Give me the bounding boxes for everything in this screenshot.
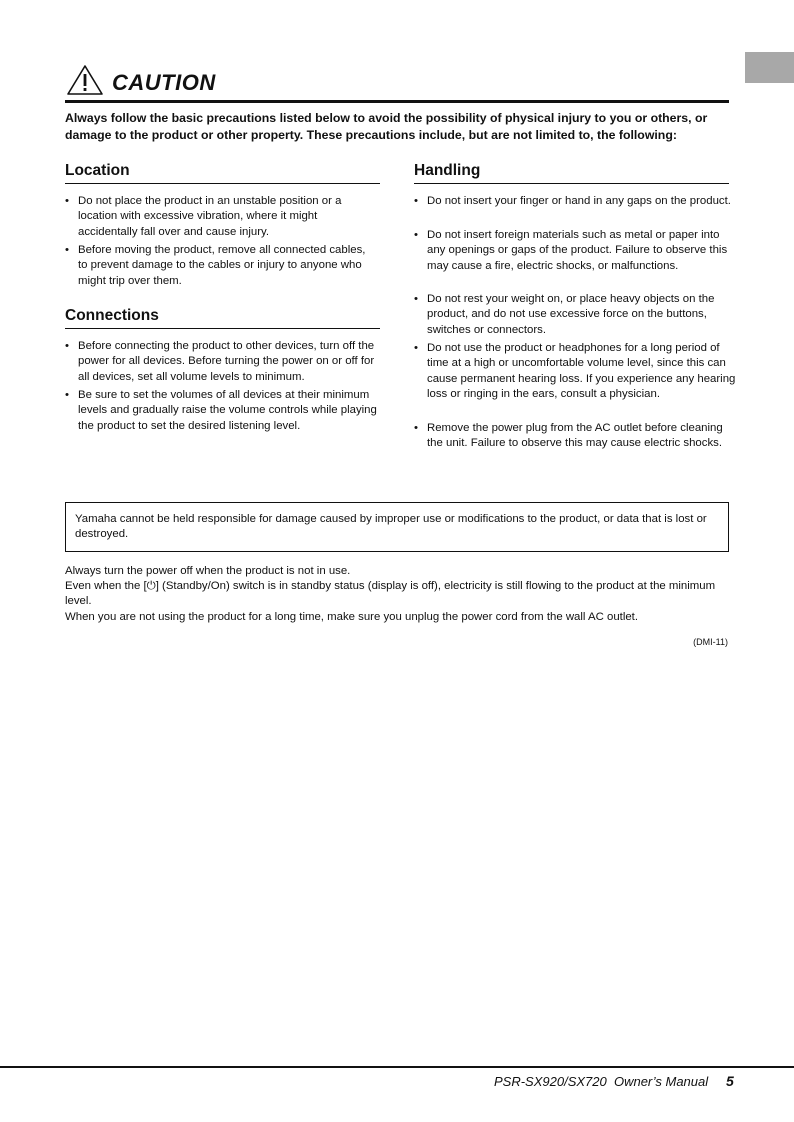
footer-divider xyxy=(0,1066,794,1068)
list-item: • Do not use the product or headphones for a long period of time at a high or uncomfortable volume level, since this can cause permanent hearing loss. If you experience any hearing loss or ringing in the ears, consult a physician. xyxy=(414,341,741,402)
divider xyxy=(65,100,729,103)
heading-connections: Connections xyxy=(65,307,159,324)
section-tab xyxy=(745,52,794,83)
list-item: • Do not insert your finger or hand in any gaps on the product. xyxy=(414,194,741,209)
notice-box xyxy=(65,502,729,552)
divider xyxy=(65,328,380,329)
intro-text: Always follow the basic precautions listed below to avoid the possibility of physical injury to you or others, or damage to the product or other property. These precautions include, but are not limited to, the following: xyxy=(65,111,708,142)
caution-title xyxy=(66,64,216,96)
list-item: • Do not insert foreign materials such as metal or paper into any openings or gaps of the product. Failure to observe this may cause a fire, electric shocks, or malfunctions. xyxy=(414,228,741,274)
list-item: • Be sure to set the volumes of all devices at their minimum levels and gradually raise the volume controls while playing the product to set the desired listening level. xyxy=(65,388,378,434)
list-item: • Before connecting the product to other devices, turn off the power for all devices. Before turning the power on or off for all devices, set all volume levels to minimum. xyxy=(65,339,378,385)
document-code: (DMI-11) xyxy=(693,637,728,647)
list-item: • Do not rest your weight on, or place heavy objects on the product, and do not use excessive force on the buttons, switches or connectors. xyxy=(414,292,741,338)
caution-heading: CAUTION xyxy=(112,70,216,95)
note-text: Always turn the power off when the product is not in use. xyxy=(65,565,351,577)
note-text: When you are not using the product for a long time, make sure you unplug the power cord from the wall AC outlet. xyxy=(65,611,639,623)
list-item: • Do not place the product in an unstable position or a location with excessive vibration, where it might accidentally fall over and cause injury. xyxy=(65,194,378,240)
page-number: 5 xyxy=(726,1073,734,1089)
heading-handling: Handling xyxy=(414,162,481,179)
list-item: • Remove the power plug from the AC outlet before cleaning the unit. Failure to observe this may cause electric shocks. xyxy=(414,421,741,452)
warning-triangle-icon xyxy=(66,64,104,96)
divider xyxy=(65,183,380,184)
heading-location: Location xyxy=(65,162,130,179)
note-text: Even when the [⏻] (Standby/On) switch is in standby status (display is off), electricity is still flowing to the product at the minimum level. xyxy=(65,580,716,608)
notice-text: Yamaha cannot be held responsible for damage caused by improper use or modifications to the product, or data that is lost or destroyed. xyxy=(75,513,707,541)
footer-manual-title: PSR-SX920/SX720 Owner’s Manual xyxy=(494,1074,709,1089)
divider xyxy=(414,183,729,184)
list-item: • Before moving the product, remove all connected cables, to prevent damage to the cables or injury to anyone who might trip over them. xyxy=(65,243,378,289)
